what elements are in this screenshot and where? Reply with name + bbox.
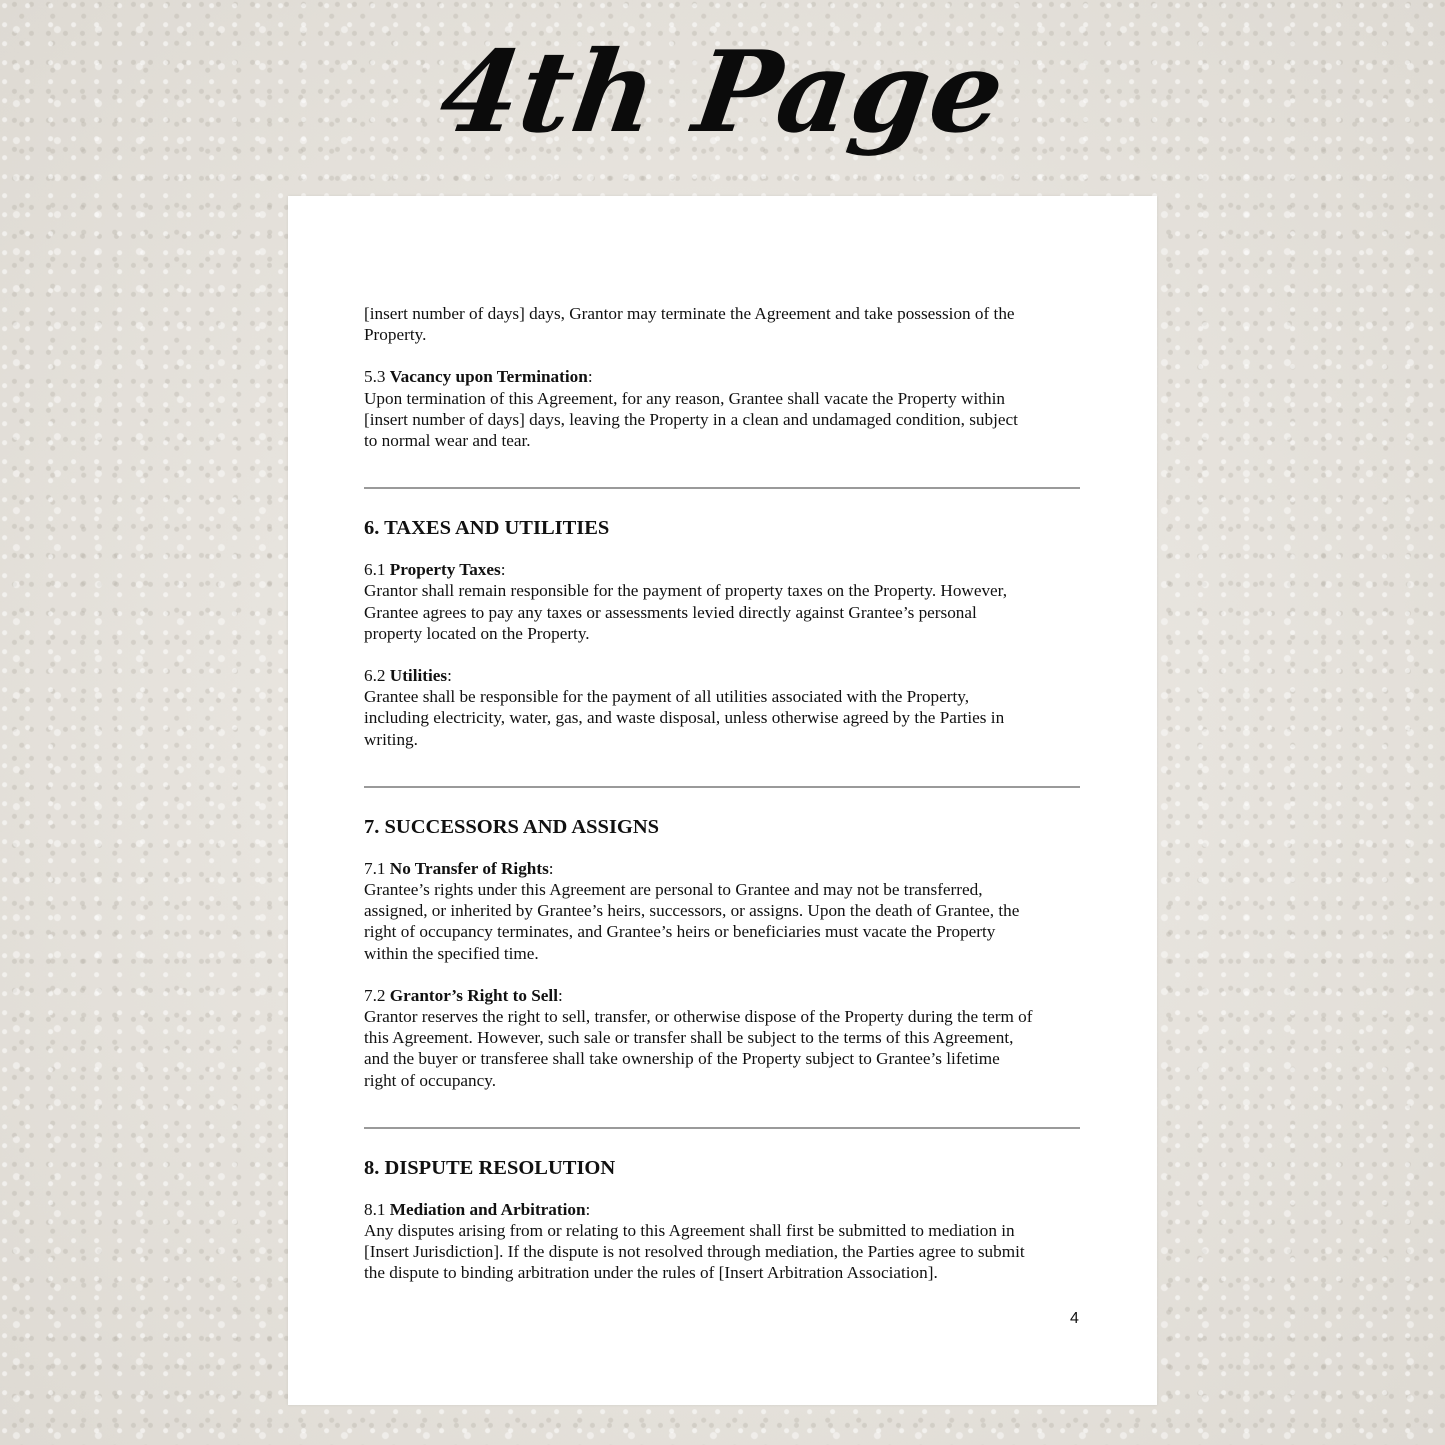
clause-line: within the specified time. <box>364 943 539 963</box>
document-body <box>364 303 1082 1284</box>
clause-line: Grantor reserves the right to sell, transfer, or otherwise dispose of the Property during the term of <box>364 1007 1033 1027</box>
clause-line: writing. <box>364 729 418 749</box>
clause-line: Grantee agrees to pay any taxes or assessments levied directly against Grantee’s personal <box>364 602 977 622</box>
page-headline: 4th Page <box>432 27 1013 158</box>
clause-colon: : <box>587 367 593 387</box>
page-number: 4 <box>1070 1310 1079 1327</box>
clause-number: 6.2 <box>364 666 386 686</box>
clause-line: [insert number of days] days, leaving the Property in a clean and undamaged condition, subject <box>364 409 1018 429</box>
clause-title: Vacancy upon Termination <box>389 367 588 387</box>
clause-7-1-heading <box>364 858 1082 879</box>
clause-number: 7.2 <box>364 985 386 1005</box>
clause-6-2-heading <box>364 665 1082 686</box>
clause-title: No Transfer of Rights <box>389 858 549 878</box>
clause-line: [Insert Jurisdiction]. If the dispute is not resolved through mediation, the Parties agree to submit <box>364 1242 1025 1262</box>
clause-line: including electricity, water, gas, and waste disposal, unless otherwise agreed by the Parties in <box>364 708 1005 728</box>
intro-line: [insert number of days] days, Grantor may terminate the Agreement and take possession of the <box>364 304 1015 323</box>
clause-6-1-heading <box>364 559 1082 580</box>
clause-title: Grantor’s Right to Sell <box>389 985 558 1005</box>
clause-line: to normal wear and tear. <box>364 431 531 451</box>
clause-line: Grantee’s rights under this Agreement are personal to Grantee and may not be transferred, <box>364 880 983 900</box>
section-6-title: 6. TAXES AND UTILITIES <box>364 517 610 540</box>
clause-line: right of occupancy. <box>364 1070 497 1090</box>
clause-colon: : <box>500 560 506 580</box>
clause-colon: : <box>557 985 563 1005</box>
clause-number: 5.3 <box>364 367 386 387</box>
clause-line: Grantee shall be responsible for the payment of all utilities associated with the Property, <box>364 687 970 707</box>
clause-number: 7.1 <box>364 858 386 878</box>
clause-line: this Agreement. However, such sale or transfer shall be subject to the terms of this Agreement, <box>364 1028 1014 1048</box>
clause-line: and the buyer or transferee shall take ownership of the Property subject to Grantee’s lifetime <box>364 1049 1000 1069</box>
clause-line: assigned, or inherited by Grantee’s heirs, successors, or assigns. Upon the death of Grantee, the <box>364 901 1020 921</box>
document-page <box>288 196 1157 1405</box>
clause-title: Mediation and Arbitration <box>389 1199 586 1219</box>
clause-line: Grantor shall remain responsible for the payment of property taxes on the Property. However, <box>364 581 1008 601</box>
clause-line: property located on the Property. <box>364 623 590 643</box>
clause-line: Any disputes arising from or relating to this Agreement shall first be submitted to mediation in <box>364 1221 1015 1241</box>
clause-colon: : <box>548 858 554 878</box>
clause-5-3-heading <box>364 366 1082 387</box>
clause-colon: : <box>447 666 452 686</box>
intro-line: Property. <box>364 325 427 345</box>
section-7-title: 7. SUCCESSORS AND ASSIGNS <box>364 815 660 838</box>
clause-number: 8.1 <box>364 1199 386 1219</box>
clause-line: the dispute to binding arbitration under the rules of [Insert Arbitration Association]. <box>364 1263 938 1283</box>
clause-number: 6.1 <box>364 560 386 580</box>
clause-line: Upon termination of this Agreement, for any reason, Grantee shall vacate the Property within <box>364 388 1005 408</box>
clause-colon: : <box>585 1199 591 1219</box>
clause-7-2-heading <box>364 985 1082 1006</box>
clause-title: Utilities <box>389 666 448 686</box>
clause-line: right of occupancy terminates, and Grantee’s heirs or beneficiaries must vacate the Property <box>364 922 996 942</box>
clause-8-1-heading <box>364 1199 1082 1220</box>
clause-title: Property Taxes <box>389 560 501 580</box>
section-8-title: 8. DISPUTE RESOLUTION <box>364 1156 616 1179</box>
